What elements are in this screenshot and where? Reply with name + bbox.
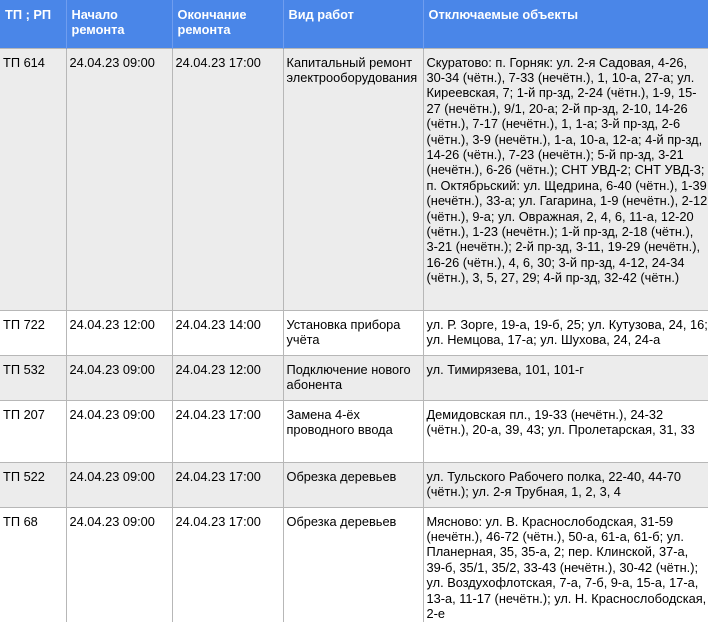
table-row: [0, 462, 708, 507]
cell-work: Замена 4-ёх проводного ввода: [283, 400, 423, 462]
cell-start: 24.04.23 09:00: [66, 355, 172, 400]
cell-end: 24.04.23 17:00: [172, 400, 283, 462]
cell-work: Обрезка деревьев: [283, 462, 423, 507]
table-row: [0, 507, 708, 622]
table-row: [0, 400, 708, 462]
header-objects: Отключаемые объекты: [423, 0, 708, 48]
table-row: [0, 310, 708, 355]
table-row: [0, 355, 708, 400]
cell-tp: ТП 614: [0, 48, 66, 310]
cell-work: Обрезка деревьев: [283, 507, 423, 622]
cell-objects: ул. Р. Зорге, 19-а, 19-б, 25; ул. Кутузова, 24, 16; ул. Немцова, 17-а; ул. Шухова, 24, 24-а: [423, 310, 708, 355]
cell-start: 24.04.23 12:00: [66, 310, 172, 355]
cell-tp: ТП 207: [0, 400, 66, 462]
cell-tp: ТП 522: [0, 462, 66, 507]
cell-start: 24.04.23 09:00: [66, 48, 172, 310]
cell-objects: ул. Тимирязева, 101, 101-г: [423, 355, 708, 400]
header-end: Окончание ремонта: [172, 0, 283, 48]
cell-end: 24.04.23 12:00: [172, 355, 283, 400]
cell-objects: Мясново: ул. В. Краснослободская, 31-59 (нечётн.), 46-72 (чётн.), 50-а, 61-а, 61-б; ул. Планерная, 35, 35-а, 2; пер. Клинской, 37-а, 39-б, 35/1, 35/2, 33-43 (нечётн.), 30-42 (чётн.); ул. Воздухофлотская, 7-а, 7-б, 9-а, 15-а, 17-а, 13-а, 11-17 (нечётн.); ул. Н. Краснослободская, 2-е: [423, 507, 708, 622]
cell-end: 24.04.23 17:00: [172, 507, 283, 622]
cell-start: 24.04.23 09:00: [66, 462, 172, 507]
header-start: Начало ремонта: [66, 0, 172, 48]
cell-end: 24.04.23 17:00: [172, 462, 283, 507]
cell-tp: ТП 532: [0, 355, 66, 400]
cell-tp: ТП 68: [0, 507, 66, 622]
table-row: [0, 48, 708, 310]
cell-start: 24.04.23 09:00: [66, 507, 172, 622]
cell-objects: Скуратово: п. Горняк: ул. 2-я Садовая, 4-26, 30-34 (чётн.), 7-33 (нечётн.), 1, 10-а, 27-а; ул. Киреевская, 7; 1-й пр-зд, 2-24 (чётн.), 1-9, 15-27 (нечётн.), 9/1, 20-а; 2-й пр-зд, 2-10, 14-26 (чётн.), 7-17 (нечётн.), 1, 1-а; 3-й пр-зд, 2-6 (чётн.), 3-9 (нечётн.), 1-а, 10-а, 12-а; 4-й пр-зд, 14-26 (чётн.), 7-23 (нечётн.); 5-й пр-зд, 3-21 (нечётн.), 6-26 (чётн.); СНТ УВД-2; СНТ УВД-3; п. Октябрьский: ул. Щедрина, 6-40 (чётн.), 1-39 (нечётн.), 33-а; ул. Гагарина, 1-9 (нечётн.), 2-12 (чётн.), 9-а; ул. Овражная, 2, 4, 6, 11-а, 12-20 (чётн.), 1-23 (нечётн.); 1-й пр-зд, 2-18 (чётн.), 3-21 (нечётн.); 2-й пр-зд, 3-11, 19-29 (нечётн.), 16-26 (чётн.), 4, 6, 30; 3-й пр-зд, 4-12, 24-34 (чётн.), 3, 5, 27, 29; 4-й пр-зд, 32-42 (чётн.): [423, 48, 708, 310]
cell-tp: ТП 722: [0, 310, 66, 355]
cell-end: 24.04.23 14:00: [172, 310, 283, 355]
cell-work: Капитальный ремонт электрооборудования: [283, 48, 423, 310]
cell-objects: ул. Тульского Рабочего полка, 22-40, 44-70 (чётн.); ул. 2-я Трубная, 1, 2, 3, 4: [423, 462, 708, 507]
header-row: [0, 0, 708, 48]
cell-start: 24.04.23 09:00: [66, 400, 172, 462]
header-work: Вид работ: [283, 0, 423, 48]
cell-objects: Демидовская пл., 19-33 (нечётн.), 24-32 (чётн.), 20-а, 39, 43; ул. Пролетарская, 31, 33: [423, 400, 708, 462]
cell-end: 24.04.23 17:00: [172, 48, 283, 310]
header-tp: ТП ; РП: [0, 0, 66, 48]
cell-work: Подключение нового абонента: [283, 355, 423, 400]
cell-work: Установка прибора учёта: [283, 310, 423, 355]
